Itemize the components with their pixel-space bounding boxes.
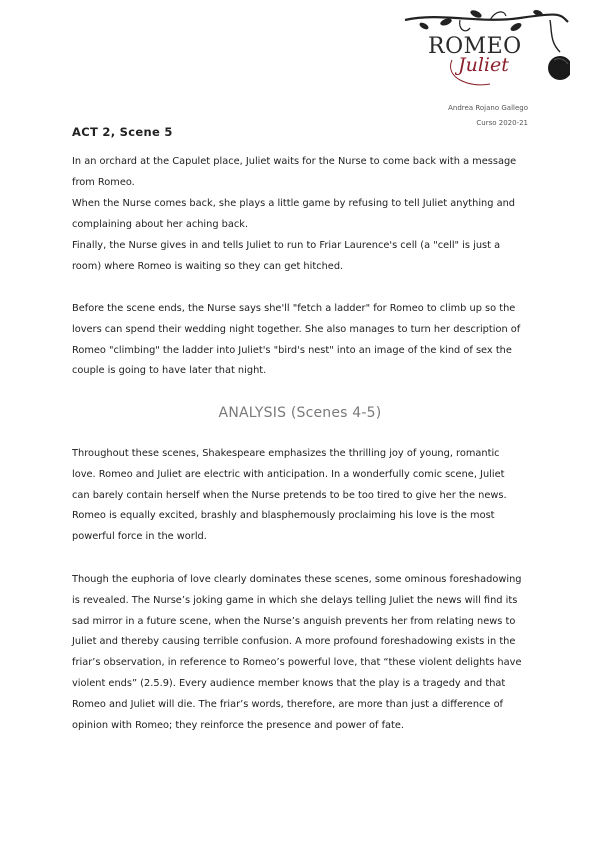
section-paragraph: Before the scene ends, the Nurse says she'll "fetch a ladder" for Romeo to climb up so the lovers can spend their wedding night together. She also manages to turn her description of Romeo "climbing" the ladder into Juliet's "bird's nest" into an image of the kind of sex the couple is going to have later that night. <box>72 303 521 377</box>
course-year: Curso 2020-21 <box>476 119 528 127</box>
analysis-paragraph: Though the euphoria of love clearly dominates these scenes, some ominous foreshadowing is revealed. The Nurse’s joking game in which she delays telling Juliet the news will find its sad mirror in a future scene, when the Nurse’s anguish prevents her from relating news to Juliet and thereby causing terrible confusion. A more profound foreshadowing exists in the friar’s observation, in reference to Romeo’s powerful love, that “these violent delights have violent ends” (2.5.9). Every audience member knows that the play is a tragedy and that Romeo and Juliet will die. The friar’s words, therefore, are more than just a difference of opinion with Romeo; they reinforce the presence and power of fate. <box>72 574 522 731</box>
section-paragraph: When the Nurse comes back, she plays a little game by refusing to tell Juliet anything and complaining about her aching back. <box>72 198 516 230</box>
logo-subtitle: Juliet <box>458 54 509 76</box>
section-paragraph: In an orchard at the Capulet place, Juliet waits for the Nurse to come back with a message from Romeo. <box>72 156 517 188</box>
section-paragraph: Finally, the Nurse gives in and tells Juliet to run to Friar Laurence's cell (a "cell" is just a room) where Romeo is waiting so they can get hitched. <box>72 240 501 272</box>
analysis-paragraph: Throughout these scenes, Shakespeare emphasizes the thrilling joy of young, romantic love. Romeo and Juliet are electric with anticipation. In a wonderfully comic scene, Juliet can barely contain herself when the Nurse pretends to be too tired to give her the news. Romeo is equally excited, brashly and blasphemously proclaiming his love is the most powerful force in the world. <box>72 448 507 543</box>
author-name: Andrea Rojano Gallego <box>448 104 528 112</box>
logo-title: ROMEO <box>428 34 522 59</box>
romeo-juliet-logo <box>400 8 570 98</box>
analysis-title: ANALYSIS (Scenes 4-5) <box>218 405 382 421</box>
section-heading: ACT 2, Scene 5 <box>72 125 173 139</box>
author-block <box>448 101 528 131</box>
